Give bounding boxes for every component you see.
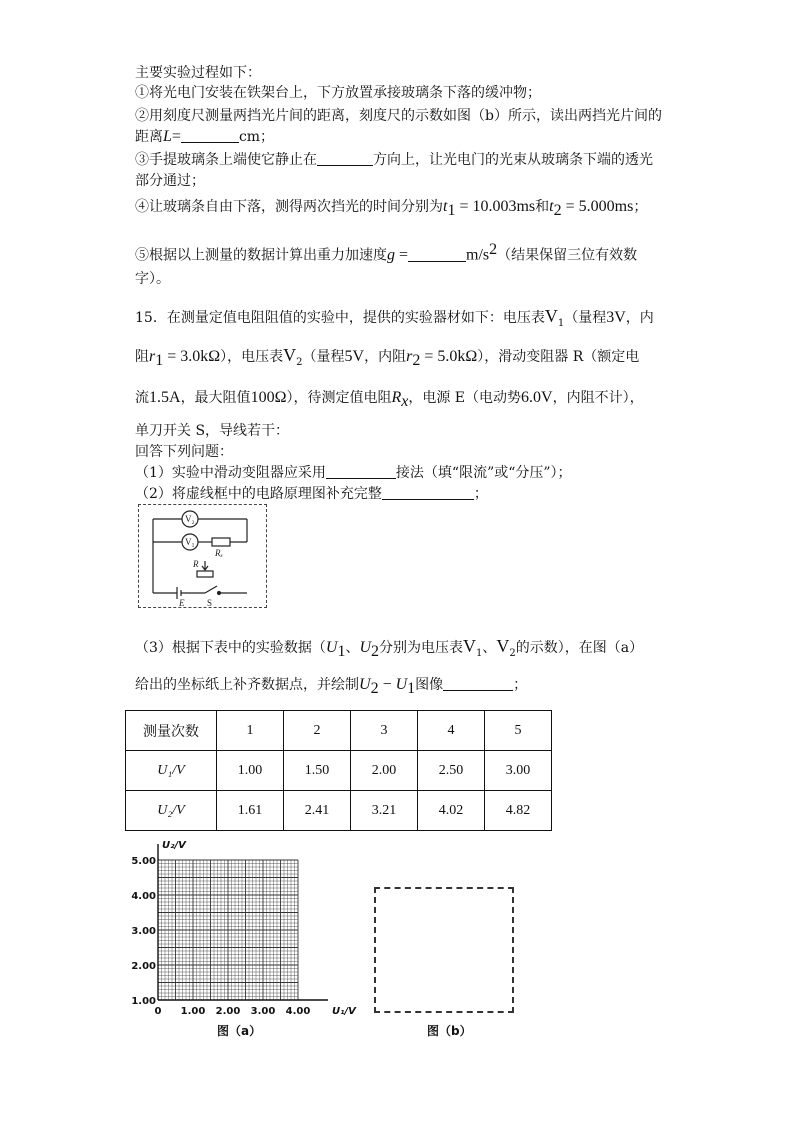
answer-blank-L[interactable] <box>181 128 239 143</box>
part-2: （2）将虚线框中的电路原理图补充完整 ； <box>135 486 488 502</box>
label-s: S <box>207 598 213 607</box>
table-row <box>126 711 552 751</box>
part-3-cont: 给出的坐标纸上补齐数据点，并绘制$U_2 - U_1$图像 ； <box>135 676 528 697</box>
table-cell: 4.82 <box>485 791 552 831</box>
table-cell: 3 <box>351 711 418 751</box>
table-cell: 2.50 <box>418 751 485 791</box>
x-tick-label: 3.00 <box>250 1006 276 1017</box>
figure-b-box <box>374 887 514 1013</box>
x-tick-label: 2.00 <box>215 1006 241 1017</box>
y-tick-label: 5.00 <box>131 856 156 867</box>
step-4: ④让玻璃条自由下落，测得两次挡光的时间分别为$t_1 = 10.003ms$和$t_2 = 5.000ms$； <box>135 198 648 219</box>
table-header-label: 测量次数 <box>126 711 217 751</box>
answer-blank-graph[interactable] <box>443 676 513 691</box>
table-row-label: U₁/V <box>126 751 217 791</box>
y-axis-label: U₂/V <box>162 840 186 851</box>
question-15-line-3: 流1.5A，最大阻值100Ω），待测定值电阻$R_x$，电源 E（电动势6.0V，内阻不计）， <box>135 389 644 410</box>
label-rx: Rₓ <box>215 548 224 558</box>
table-cell: 2.00 <box>351 751 418 791</box>
table-cell: 2 <box>284 711 351 751</box>
answer-blank-direction[interactable] <box>317 151 373 166</box>
answer-blank-g[interactable] <box>408 247 466 262</box>
x-tick-label: 0 <box>154 1006 162 1017</box>
answer-prompt: 回答下列问题： <box>135 444 233 460</box>
question-15-line-2: 阻$r_1 = 3.0k\Omega$），电压表$V_2$（量程5V，内阻$r_2 = 5.0k\Omega$），滑动变阻器 R（额定电 <box>135 345 640 369</box>
answer-blank-method[interactable] <box>326 464 396 479</box>
table-cell: 1.00 <box>217 751 284 791</box>
table-cell: 5 <box>485 711 552 751</box>
table-cell: 4.02 <box>418 791 485 831</box>
table-cell: 1.50 <box>284 751 351 791</box>
part-1: （1）实验中滑动变阻器应采用 接法（填“限流”或“分压”）； <box>135 465 572 481</box>
table-row <box>126 791 552 831</box>
y-tick-label: 4.00 <box>131 891 156 902</box>
table-cell: 3.00 <box>485 751 552 791</box>
question-15: 15．在测量定值电阻阻值的实验中，提供的实验器材如下：电压表$V_1$（量程3V，内 <box>135 306 654 329</box>
label-v2: V₂ <box>185 514 195 524</box>
x-tick-label: 1.00 <box>180 1006 206 1017</box>
table-cell: 4 <box>418 711 485 751</box>
step-5-cont: 字）。 <box>135 271 170 287</box>
intro-line: 主要实验过程如下： <box>135 65 261 81</box>
table-cell: 3.21 <box>351 791 418 831</box>
answer-blank-circuit[interactable] <box>382 485 474 500</box>
circuit-dashed-box <box>138 504 267 608</box>
table-cell: 2.41 <box>284 791 351 831</box>
label-e: E <box>179 598 185 607</box>
table-row <box>126 751 552 791</box>
step-2-cont: 距离L= cm； <box>135 128 275 145</box>
table-cell: 1.61 <box>217 791 284 831</box>
table-row-label: U₂/V <box>126 791 217 831</box>
figure-a-caption: 图（a） <box>217 1024 262 1038</box>
circuit-diagram <box>139 505 266 607</box>
step-3-cont: 部分通过； <box>135 173 205 189</box>
data-table <box>125 710 552 831</box>
step-5: ⑤根据以上测量的数据计算出重力加速度$g = m/s^2$（结果保留三位有效数 <box>135 241 638 264</box>
x-tick-label: 4.00 <box>285 1006 311 1017</box>
y-tick-label: 2.00 <box>131 961 156 972</box>
graph-paper-chart[interactable] <box>130 838 370 1048</box>
step-3: ③手提玻璃条上端使它静止在 方向上，让光电门的光束从玻璃条下端的透光 <box>135 152 653 168</box>
table-cell: 1 <box>217 711 284 751</box>
step-2: ②用刻度尺测量两挡光片间的距离，刻度尺的示数如图（b）所示，读出两挡光片间的 <box>135 108 662 124</box>
label-r: R <box>193 559 199 569</box>
question-15-line-4: 单刀开关 S，导线若干： <box>135 423 290 439</box>
label-v1: V₁ <box>185 537 195 547</box>
y-tick-label: 1.00 <box>131 996 156 1007</box>
x-axis-label: U₁/V <box>332 1006 356 1017</box>
part-3: （3）根据下表中的实验数据（$U_1$、$U_2$分别为电压表$V_1$、$V_2$的示数），在图（a） <box>135 636 644 660</box>
y-tick-label: 3.00 <box>131 926 156 937</box>
step-1: ①将光电门安装在铁架台上，下方放置承接玻璃条下落的缓冲物； <box>135 85 541 101</box>
figure-b-caption: 图（b） <box>427 1024 472 1038</box>
